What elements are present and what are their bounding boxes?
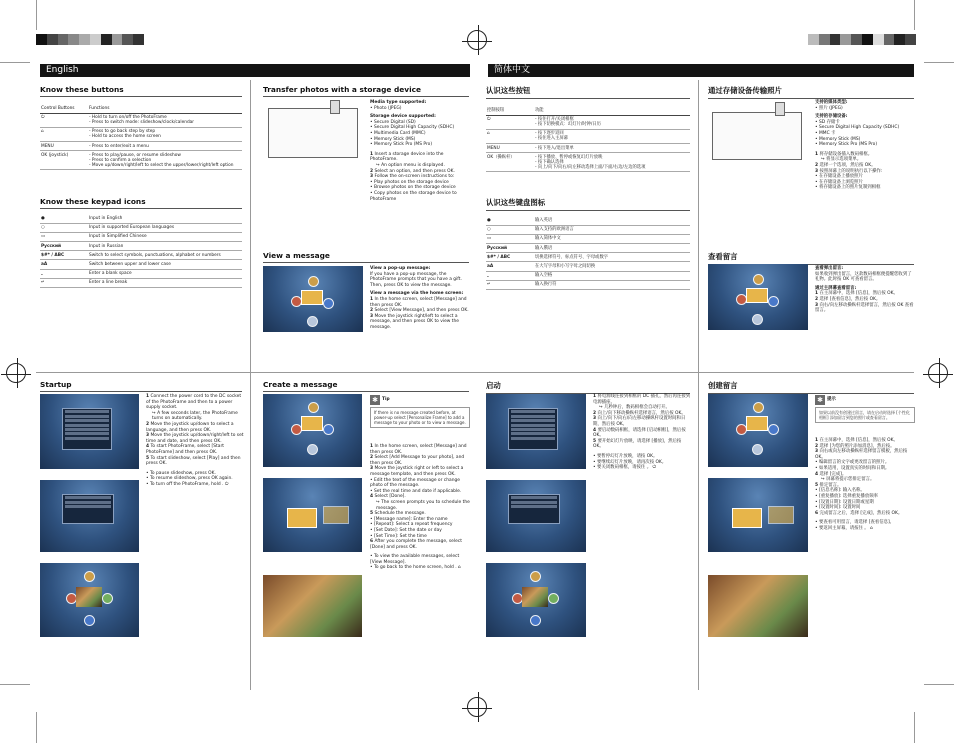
bullet: • 如果适用，设置真实的时间和日期。: [815, 465, 890, 471]
cell: - 按下播放、暂停或恢复幻灯片放映: [535, 154, 603, 160]
table-row: [486, 217, 690, 226]
power-icon: ⏻: [652, 465, 656, 471]
fold-line: [250, 80, 251, 690]
cell: Enter a line break: [88, 278, 242, 287]
section-title: 查看留言: [708, 251, 914, 265]
section-create-cn: [708, 380, 914, 394]
storage-heading: 支持的存储设备:: [815, 114, 848, 120]
step: 2 选择一个选项，然后按 OK。: [815, 162, 876, 168]
buttons-table: [486, 107, 690, 173]
storage-card-illustration: [330, 100, 340, 114]
language-bar-english: English: [40, 64, 470, 77]
cell: - 向上/向下/向右/向左移动选择上面/下面/右边/左边的选项: [535, 164, 646, 170]
cell: - 按下确认选择: [535, 159, 564, 165]
keypad-table: [486, 217, 690, 291]
storage-item: • Memory Stick (MS): [370, 136, 416, 142]
media-heading: Media type supported:: [370, 100, 427, 105]
bullet: • 要返回主屏幕，请按住 。 ⌂: [815, 525, 873, 531]
line-break-icon: ↵: [487, 282, 491, 288]
bullet: • Browse photos on the storage device: [370, 185, 456, 191]
step: 1 Insert a storage device into the PhotoFrame.: [370, 151, 444, 163]
chinese-input-icon: ▭: [487, 236, 492, 242]
bullet: • [重复播放]: 选择重复播放频率: [815, 493, 878, 499]
bullet: • [设置日期]: 设置日期或星期: [815, 499, 874, 505]
bullet: • 要查看可用留言，请选择 [查看信息]。: [815, 520, 895, 526]
bullet: • 要关闭数码相框，请按住 。 ⏻: [593, 465, 656, 471]
bullet: • Play photos on the storage device: [370, 179, 449, 185]
section-keypad-en: [40, 197, 242, 288]
bullet: • 在存储设备上播放照片: [815, 174, 863, 180]
table-row: [40, 278, 242, 287]
section-keypad-cn: [486, 197, 690, 290]
table-row: [40, 142, 242, 151]
table-row: [40, 232, 242, 241]
photoframe-illustration: [268, 108, 358, 158]
color-bar-right: [808, 34, 916, 45]
screenshot-language-menu: [40, 394, 139, 469]
cell: - Press to confirm a selection: [89, 157, 152, 163]
step: 3 Move the joystick right/left to select a message, and then press OK to view the message.: [370, 313, 459, 330]
cell: - Press to play/pause, or resume slideshow: [89, 152, 181, 158]
fold-line: [698, 80, 699, 690]
home-heading: View a message via the home screen:: [370, 291, 464, 297]
step: 1 In the home screen, select [Message] and then press OK.: [370, 296, 467, 308]
storage-item: • Secure Digital High Capacity (SDHC): [370, 125, 455, 131]
screenshot-message-photo: [708, 575, 808, 637]
step: 1 将电源线连接到相框的 DC 插孔，然后再连接到电源插座。: [593, 394, 691, 405]
step: 6 完成留言之后，选择 [完成]，然后按 OK。: [815, 510, 903, 516]
table-row: [40, 260, 242, 269]
tip-icon: ✱: [370, 395, 380, 405]
section-view-cn: [708, 251, 914, 265]
registration-mark-top: [467, 30, 487, 50]
bullet: • [Message name]: Enter the name: [370, 516, 448, 522]
cell: - Hold to turn on/off the PhotoFrame: [89, 115, 167, 121]
storage-heading: Storage device supported:: [370, 114, 436, 120]
cell: MENU: [486, 144, 534, 153]
table-row: [40, 251, 242, 260]
step: 2 Select [Add Message to your photo], and then press OK.: [370, 455, 465, 466]
col-header: 控制按钮: [486, 107, 534, 116]
buttons-table: [40, 105, 242, 171]
storage-item: • Memory Stick Pro (MS Pro): [815, 142, 878, 148]
back-icon: ⌂: [458, 565, 461, 571]
storage-item: • MMC 卡: [815, 130, 836, 136]
screenshot-home: [486, 563, 586, 637]
section-view-en: [263, 251, 469, 263]
table-row: [486, 153, 690, 172]
cell: - Press to switch mode: slideshow/clock/calendar: [89, 120, 195, 126]
tip-box: [370, 407, 470, 428]
step: 5 排定留言。: [815, 482, 842, 488]
power-icon: ⏻: [41, 115, 45, 121]
cell: 输入支持的欧洲语言: [534, 225, 690, 234]
section-buttons-en: [40, 85, 242, 170]
cell: - Press to go back step by step: [89, 129, 156, 135]
screenshot-home: [40, 563, 139, 637]
section-transfer-cn: [708, 85, 914, 99]
table-row: [40, 223, 242, 232]
popup-text: If you have a pop-up message, the PhotoFrame prompts that you have a gift. Then, press OK to view the message.: [370, 271, 462, 288]
step: 2 向上/向下移动操纵杆选择语言，然后按 OK。: [593, 410, 686, 416]
table-row: [40, 242, 242, 251]
tip-text: 如果以前没有创建过留言，请在启动时选择 [个性化相框] 添加留言到您的照片或查看留言。: [819, 410, 910, 420]
step: 2 Select an option, and then press OK.: [370, 168, 455, 174]
cell: $#* / ABC: [40, 251, 88, 260]
bullet: • [信息名称]: 输入名称。: [815, 488, 865, 494]
step: 2 Move the joystick up/down to select a language, and then press OK.: [146, 421, 234, 433]
transfer-text-cn: [815, 100, 915, 191]
storage-item: • SD 存储卡: [815, 119, 840, 125]
section-title: 通过存储设备传输照片: [708, 85, 914, 99]
cell: Switch between upper and lower case: [88, 260, 242, 269]
col-header: 功能: [534, 107, 690, 116]
storage-item: • Memory Stick Pro (MS Pro): [370, 142, 433, 148]
registration-mark-right: [928, 363, 948, 383]
section-title: Startup: [40, 380, 242, 392]
section-title: Know these keypad icons: [40, 197, 242, 209]
screenshot-message-template: [263, 478, 362, 552]
step: 4 要启动数码相框，请选择 [启动相框]，然后按 OK。: [593, 427, 686, 439]
bullet: • To go back to the home screen, hold . ⌂: [370, 565, 461, 571]
fold-line: [36, 372, 914, 373]
power-icon: ⏻: [487, 117, 491, 123]
cell: 输入空格: [534, 271, 690, 280]
power-icon: ⏻: [224, 481, 229, 487]
home-heading: 通过主屏幕查看留言:: [815, 285, 857, 291]
section-title: 创建留言: [708, 380, 914, 394]
section-create-en: [263, 380, 469, 392]
english-input-icon: ●: [487, 218, 491, 224]
cell: - 按住打开/关闭相框: [535, 117, 574, 123]
step: 3 Move the joystick up/down/right/left to set time and date, and then press OK.: [146, 433, 244, 444]
bullet: • To turn off the PhotoFrame, hold . ⏻: [146, 481, 229, 487]
create-text-en: [370, 444, 470, 571]
screenshot-message-photo: [263, 575, 362, 637]
crop-mark: [914, 712, 915, 743]
step: 3 向右或向左移动操纵杆选择留言模板，然后按 OK。: [815, 449, 908, 460]
step: 3 向右/向左移动操纵杆选择留言，然后按 OK 查看留言。: [815, 302, 914, 314]
table-row: [486, 234, 690, 243]
cell: Input in English: [88, 215, 242, 224]
back-icon: ⌂: [870, 525, 873, 531]
table-row: [40, 127, 242, 141]
view-text-cn: [815, 266, 915, 314]
media-item: • Photo (JPEG): [370, 105, 402, 111]
section-buttons-cn: [486, 85, 690, 172]
step: 5 要开始幻灯片放映，请选择 [播放]，然后按 OK。: [593, 438, 682, 450]
step-note: ↪ The screen prompts you to schedule the message.: [376, 499, 470, 511]
section-title: View a message: [263, 251, 469, 263]
bullet: • To resume slideshow, press OK again.: [146, 476, 233, 482]
english-input-icon: ●: [41, 216, 45, 222]
table-row: [486, 244, 690, 253]
step: 2 选择 [为您的照片添加消息]，然后按。: [815, 443, 895, 449]
cell: 输入简体中文: [534, 234, 690, 243]
step: 3 Follow the on-screen instructions to:: [370, 174, 455, 180]
screenshot-view-message: [708, 264, 808, 330]
bullet: • [Set Date]: Set the date or day: [370, 527, 442, 533]
popup-text: 如果收到弹出留言，这款数码相框便提醒您收到了礼物。此时按 OK 可查看留言。: [815, 271, 912, 283]
cell: - 按下切换模式：幻灯片/时钟/日历: [535, 122, 601, 128]
bullet: • 要继续幻灯片放映，请再次按 OK。: [593, 459, 667, 465]
screenshot-language-menu: [486, 394, 586, 469]
back-icon: ⌂: [487, 131, 490, 137]
photoframe-illustration: [712, 112, 802, 160]
screenshot-time-menu: [486, 480, 586, 552]
tip-label: Tip: [382, 397, 390, 402]
step-note: ↪ A few seconds later, the PhotoFrame turns on automatically.: [152, 410, 238, 422]
storage-item: • Memory Stick (MS): [815, 136, 861, 142]
step-note: ↪ 将显示选项菜单。: [821, 157, 862, 163]
step: 1 In the home screen, select [Message] and then press OK.: [370, 444, 467, 455]
storage-card-illustration: [775, 102, 785, 116]
bullet: • Copy photos on the storage device to PhotoFrame: [370, 190, 457, 202]
screenshot-view-message: [263, 266, 363, 332]
cell: Switch to select symbols, punctuations, alphabet or numbers: [88, 251, 242, 260]
bullet: • [Set Time]: Set the time: [370, 533, 427, 539]
startup-text-en: [146, 394, 246, 488]
color-bar-left: [36, 34, 144, 45]
section-title: Create a message: [263, 380, 469, 392]
table-row: [486, 271, 690, 280]
european-input-icon: ○: [487, 227, 491, 233]
step: 5 Schedule the message.: [370, 511, 426, 517]
cell: 切换选择符号、标点符号、字母或数字: [534, 253, 690, 262]
create-text-cn: [815, 438, 915, 532]
bullet: • To view the available messages, select [View Message].: [370, 554, 460, 565]
crop-mark: [914, 0, 915, 30]
cell: - 按下逐步返回: [535, 131, 564, 137]
european-input-icon: ○: [41, 225, 45, 231]
screenshot-message-template: [708, 478, 808, 552]
keypad-table: [40, 215, 242, 289]
table-row: [486, 129, 690, 143]
step: 4 选择 [完成]。: [815, 471, 847, 477]
tip-icon: ✱: [815, 395, 825, 405]
table-row: [486, 280, 690, 289]
tip-label: 提示: [827, 397, 836, 402]
table-row: [486, 225, 690, 234]
section-startup-cn: [486, 380, 690, 394]
cell: Input in Russian: [88, 242, 242, 251]
step: 2 Select [View Message], and then press OK.: [370, 308, 469, 314]
registration-mark-left: [6, 363, 26, 383]
storage-item: • Multimedia Card (MMC): [370, 130, 426, 136]
screenshot-time-menu: [40, 480, 139, 552]
bullet: • To pause slideshow, press OK.: [146, 470, 216, 476]
section-title: 认识这些按钮: [486, 85, 690, 99]
cell: 输入俄语: [534, 244, 690, 253]
section-title: Know these buttons: [40, 85, 242, 97]
bullet: • Set the real time and date if applicable.: [370, 488, 462, 494]
step: 3 按照屏幕上的说明执行以下操作:: [815, 168, 883, 174]
cell: OK (joystick): [40, 151, 88, 170]
storage-item: • Secure Digital (SD): [370, 119, 416, 125]
step-note: ↪ 屏幕将提示您排定留言。: [821, 477, 875, 483]
cell: OK（操纵杆）: [486, 153, 534, 172]
cell: - Move up/down/right/left to select the upper/lower/right/left option: [89, 162, 234, 168]
crop-mark: [36, 0, 37, 30]
col-header: Control Buttons: [40, 105, 88, 114]
table-row: [486, 115, 690, 129]
cell: MENU: [40, 142, 88, 151]
step-note: ↪ An option menu is displayed.: [376, 162, 445, 168]
crop-mark: [0, 62, 30, 63]
cell: - 按住进入主屏幕: [535, 136, 568, 142]
cell: - 按下进入/退出菜单: [535, 145, 574, 151]
bullet: • [设置时间]: 设置时间: [815, 505, 861, 511]
section-transfer-en: [263, 85, 469, 97]
view-text-en: [370, 266, 470, 331]
chinese-input-icon: ▭: [41, 234, 46, 240]
space-icon: ⎵: [487, 273, 489, 279]
step: 1 在主屏幕中，选择 [信息]，然后按 OK。: [815, 291, 898, 297]
table-row: [486, 253, 690, 262]
step: 3 Move the joystick right or left to select a message template, and then press OK.: [370, 466, 464, 477]
step: 3 向上/向下/向右/向左移动操纵杆设置时间和日期，然后按 OK。: [593, 416, 686, 427]
table-row: [486, 262, 690, 271]
step: 4 To start PhotoFrame, select [Start PhotoFrame] and then press OK.: [146, 444, 224, 455]
startup-text-cn: [593, 394, 693, 471]
table-row: [40, 269, 242, 278]
cell: aA: [486, 262, 534, 271]
bullet: • 将存储设备上的照片复制到相框: [815, 185, 881, 191]
table-row: [486, 144, 690, 153]
step: 1 将存储设备插入数码相框。: [815, 151, 873, 157]
crop-mark: [36, 712, 37, 743]
cell: 输入换行符: [534, 280, 690, 289]
tip-box: [815, 407, 915, 423]
crop-mark: [924, 684, 954, 685]
registration-mark-bottom: [467, 697, 487, 717]
step-note: ↪ 几秒钟后，数码相框会自动打开。: [599, 405, 670, 411]
popup-heading: View a pop-up message:: [370, 266, 431, 271]
step: 2 选择 [查看信息]，然后按 OK。: [815, 296, 881, 302]
media-heading: 支持的媒体类型:: [815, 100, 848, 105]
cell: 输入英语: [534, 217, 690, 226]
screenshot-home-message: [708, 394, 808, 467]
step: 1 Connect the power cord to the DC socket of the PhotoFrame and then to a power supply socket.: [146, 394, 242, 411]
cell: Русский: [486, 244, 534, 253]
crop-mark: [924, 62, 954, 63]
cell: $#* / ABC: [486, 253, 534, 262]
back-icon: ⌂: [41, 129, 44, 135]
tip-text: If there is no message created before, at power-up select [Personalize Frame] to add a message to your photo or to view a message.: [374, 410, 466, 425]
table-row: [40, 113, 242, 127]
bullet: • Edit the text of the message or change photo of the message.: [370, 477, 460, 489]
cell: 在大写字母和小写字母之间切换: [534, 262, 690, 271]
crop-mark: [0, 684, 30, 685]
cell: Русский: [40, 242, 88, 251]
step: 4 Select [Done].: [370, 494, 406, 500]
bullet: • 在存储设备上浏览照片: [815, 179, 863, 185]
popup-heading: 查看弹出留言:: [815, 266, 844, 271]
step: 5 To start slideshow, select [Play] and then press OK.: [146, 455, 241, 467]
transfer-text-en: [370, 100, 470, 202]
section-title: Transfer photos with a storage device: [263, 85, 469, 97]
col-header: Functions: [88, 105, 242, 114]
cell: Enter a blank space: [88, 269, 242, 278]
table-row: [40, 215, 242, 224]
bullet: • 要暂停幻灯片放映，请按 OK。: [593, 453, 658, 459]
screenshot-home-message: [263, 394, 362, 467]
cell: Input in Simplified Chinese: [88, 232, 242, 241]
section-title: 启动: [486, 380, 690, 394]
step: 6 After you complete the message, select [Done] and press OK.: [370, 539, 462, 550]
section-startup-en: [40, 380, 242, 392]
table-row: [40, 151, 242, 170]
cell: aA: [40, 260, 88, 269]
storage-item: • Secure Digital High Capacity (SDHC): [815, 125, 900, 131]
cell: Input in supported European languages: [88, 223, 242, 232]
bullet: • 编辑留言的文字或更改留言的照片。: [815, 460, 890, 466]
bullet: • [Repeat]: Select a repeat frequency: [370, 522, 453, 528]
space-icon: ⎵: [41, 271, 43, 277]
cell: - Hold to access the home screen: [89, 134, 161, 140]
line-break-icon: ↵: [41, 280, 45, 286]
cell: - Press to enter/exit a menu: [89, 143, 149, 149]
section-title: 认识这些键盘图标: [486, 197, 690, 211]
language-bar-chinese: 简体中文: [488, 64, 914, 77]
step: 1 在主屏幕中，选择 [信息]，然后按 OK。: [815, 438, 898, 443]
media-item: • 照片 (JPEG): [815, 105, 843, 111]
